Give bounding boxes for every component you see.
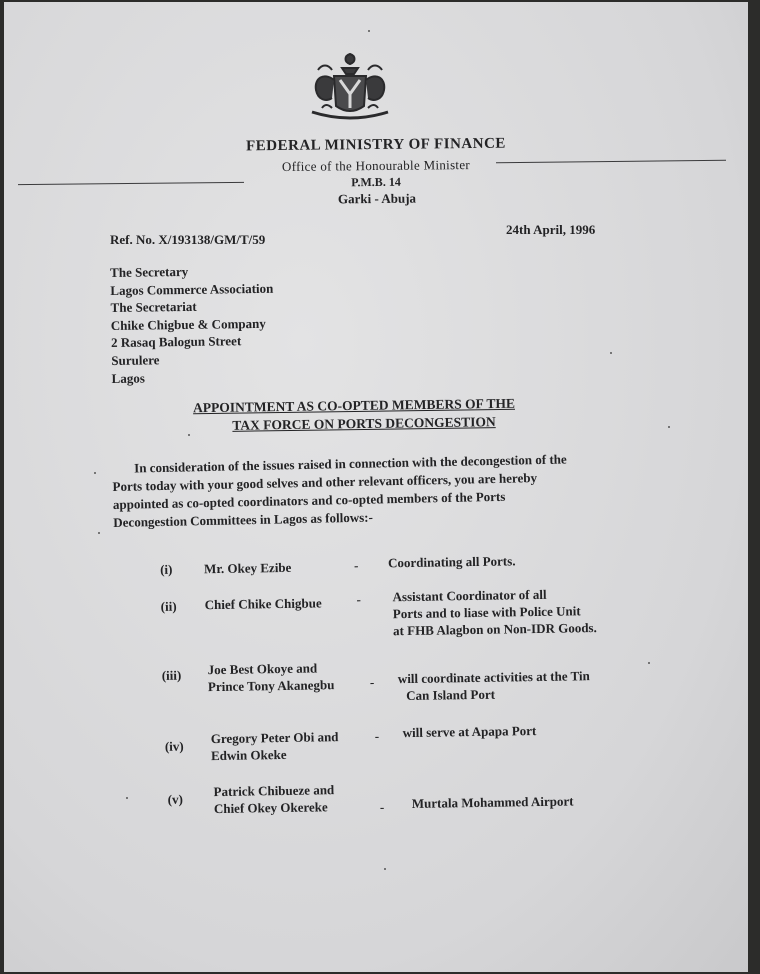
role-line: will coordinate activities at the Tin [397,668,590,687]
address-line: Lagos Commerce Association [110,280,274,298]
appointee-name: Gregory Peter Obi and [210,729,339,747]
role-line: at FHB Alagbon on Non-IDR Goods. [392,620,597,639]
appointments-list [4,2,748,972]
appointee-names [204,559,292,577]
separator-dash: - [353,557,359,573]
appointee-name: Mr. Okey Ezibe [203,559,292,577]
address-line: Chike Chigbue & Company [110,315,266,333]
ministry-name: FEDERAL MINISTRY OF FINANCE [246,135,506,155]
pmb-number: P.M.B. 14 [351,174,401,190]
address-line: The Secretary [110,263,189,280]
scan-speck [648,662,650,664]
item-number: (iv) [164,738,184,754]
item-number: (ii) [160,598,177,614]
paragraph-line: Ports today with your good selves and other relevant officers, you are hereby [112,470,538,494]
appointee-name: Joe Best Okoye and [207,660,318,678]
reference-number: Ref. No. X/193138/GM/T/59 [110,232,266,247]
address-line: 2 Rasaq Balogun Street [110,333,242,351]
appointee-name: Prince Tony Akanegbu [207,677,335,695]
separator-dash: - [369,674,375,690]
appointee-names [211,728,339,764]
scan-speck [126,797,128,799]
role-line: Assistant Coordinator of all [392,586,547,605]
appointment-role [398,667,590,704]
appointee-names [208,659,335,695]
role-line: Ports and to liase with Police Unit [392,603,581,622]
address-line: The Secretariat [110,298,197,316]
letter-page [4,2,748,972]
appointee-name: Edwin Okeke [210,746,287,764]
item-number: (iii) [161,667,182,683]
subject-line: TAX FORCE ON PORTS DECONGESTION [232,414,496,433]
role-line: will serve at Apapa Port [402,723,537,741]
separator-dash: - [374,728,380,744]
role-line: Coordinating all Ports. [387,553,516,571]
item-number: (i) [159,561,173,577]
scan-speck [94,472,96,474]
appointment-role [392,585,596,639]
scan-speck [188,434,190,436]
appointment-role [388,552,516,571]
paragraph-line: In consideration of the issues raised in connection with the decongestion of the [134,451,567,476]
letter-date: 24th April, 1996 [506,222,596,237]
address-line: Lagos [111,370,145,386]
scan-speck [610,352,612,354]
item-number: (v) [167,791,184,807]
appointee-name: Chief Chike Chigbue [204,595,322,613]
scan-speck [98,532,100,534]
separator-dash: - [379,799,385,815]
subject-line: APPOINTMENT AS CO-OPTED MEMBERS OF THE [192,395,516,416]
scan-speck [668,426,670,428]
role-line: Can Island Port [406,686,496,704]
scan-speck [384,868,386,870]
appointee-names [205,594,322,613]
address-line: Surulere [111,352,160,368]
paragraph-line: Decongestion Committees in Lagos as follows:- [113,509,374,530]
role-line: Murtala Mohammed Airport [411,793,574,811]
appointee-names [213,781,334,817]
paragraph-line: appointed as co-opted coordinators and co-opted members of the Ports [112,488,506,512]
appointee-name: Chief Okey Okereke [213,799,328,817]
appointee-name: Patrick Chibueze and [213,782,335,800]
appointment-role [403,722,537,741]
location: Garki - Abuja [337,190,417,207]
scan-speck [368,30,370,32]
appointment-role [412,792,574,812]
separator-dash: - [356,591,362,607]
office-title: Office of the Honourable Minister [281,157,471,174]
